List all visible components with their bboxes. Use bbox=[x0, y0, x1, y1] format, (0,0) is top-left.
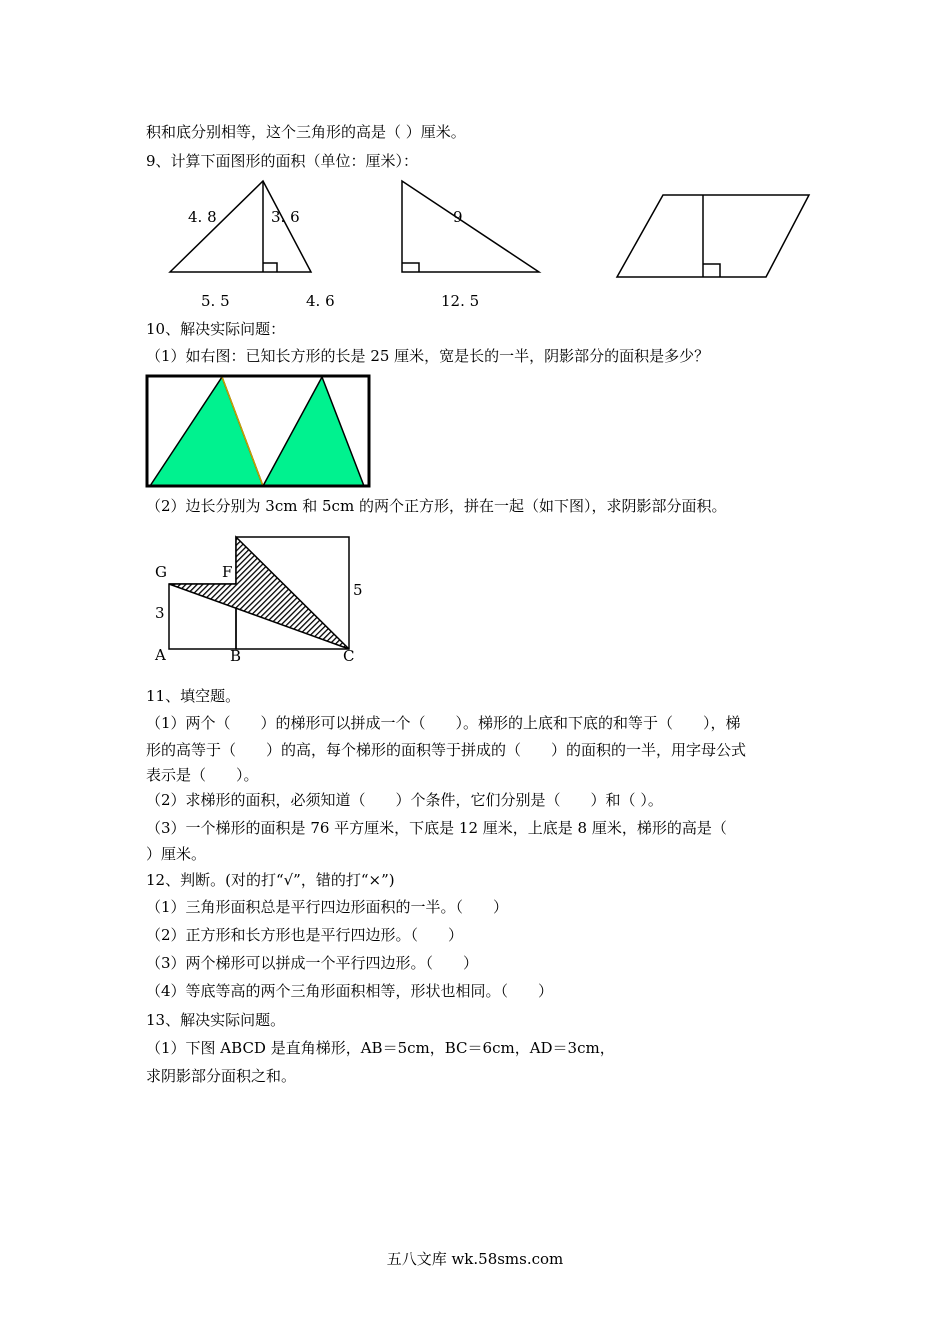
question-11-2: （2）求梯形的面积，必须知道（ ）个条件，它们分别是（ ）和（ ）。 bbox=[146, 791, 663, 809]
point-label-a: A bbox=[155, 646, 166, 664]
label-base-12-5: 12. 5 bbox=[441, 292, 480, 310]
point-label-b: B bbox=[230, 647, 242, 665]
question-9: 9、计算下面图形的面积（单位：厘米）： bbox=[146, 152, 419, 170]
side-label-5: 5 bbox=[353, 581, 363, 599]
question-12-4: （4）等底等高的两个三角形面积相等，形状也相同。（ ） bbox=[146, 982, 554, 1000]
label-base-5-5: 5. 5 bbox=[201, 292, 230, 310]
question-13-1-b: 求阴影部分面积之和。 bbox=[146, 1067, 297, 1085]
question-12-1: （1）三角形面积总是平行四边形面积的一半。（ ） bbox=[146, 898, 509, 916]
question-12: 12、判断。(对的打“√”，错的打“×”) bbox=[146, 871, 395, 889]
question-11-1-b: 形的高等于（ ）的高，每个梯形的面积等于拼成的（ ）的面积的一半，用字母公式 bbox=[146, 741, 747, 759]
question-10-1: （1）如右图：已知长方形的长是 25 厘米，宽是长的一半，阴影部分的面积是多少？ bbox=[146, 347, 710, 365]
question-10: 10、解决实际问题： bbox=[146, 320, 286, 338]
question-10-2: （2）边长分别为 3cm 和 5cm 的两个正方形，拼在一起（如下图），求阴影部分面积。 bbox=[146, 497, 727, 515]
question-11-3-b: ）厘米。 bbox=[146, 845, 207, 863]
question-11-1-c: 表示是（ ）。 bbox=[146, 766, 259, 784]
label-side-4-8: 4. 8 bbox=[188, 208, 217, 226]
label-height-3-6: 3. 6 bbox=[271, 208, 300, 226]
page-footer: 五八文库 wk.58sms.com bbox=[386, 1250, 564, 1268]
point-label-g: G bbox=[155, 563, 167, 581]
question-11: 11、填空题。 bbox=[146, 687, 241, 705]
point-label-f: F bbox=[222, 563, 233, 581]
side-label-3: 3 bbox=[155, 604, 165, 622]
label-hypotenuse-9: 9 bbox=[453, 208, 463, 226]
text-line: 积和底分别相等，这个三角形的高是（ ）厘米。 bbox=[146, 123, 466, 141]
question-13: 13、解决实际问题。 bbox=[146, 1011, 286, 1029]
question-12-2: （2）正方形和长方形也是平行四边形。（ ） bbox=[146, 926, 464, 944]
question-13-1-a: （1）下图 ABCD 是直角梯形，AB＝5cm，BC＝6cm，AD＝3cm， bbox=[146, 1039, 615, 1057]
label-base-4-6: 4. 6 bbox=[306, 292, 335, 310]
question-11-1-a: （1）两个（ ）的梯形可以拼成一个（ ）。梯形的上底和下底的和等于（ ），梯 bbox=[146, 714, 741, 732]
point-label-c: C bbox=[343, 647, 355, 665]
question-12-3: （3）两个梯形可以拼成一个平行四边形。（ ） bbox=[146, 954, 479, 972]
question-11-3-a: （3）一个梯形的面积是 76 平方厘米，下底是 12 厘米，上底是 8 厘米，梯形的高是（ bbox=[146, 819, 727, 837]
